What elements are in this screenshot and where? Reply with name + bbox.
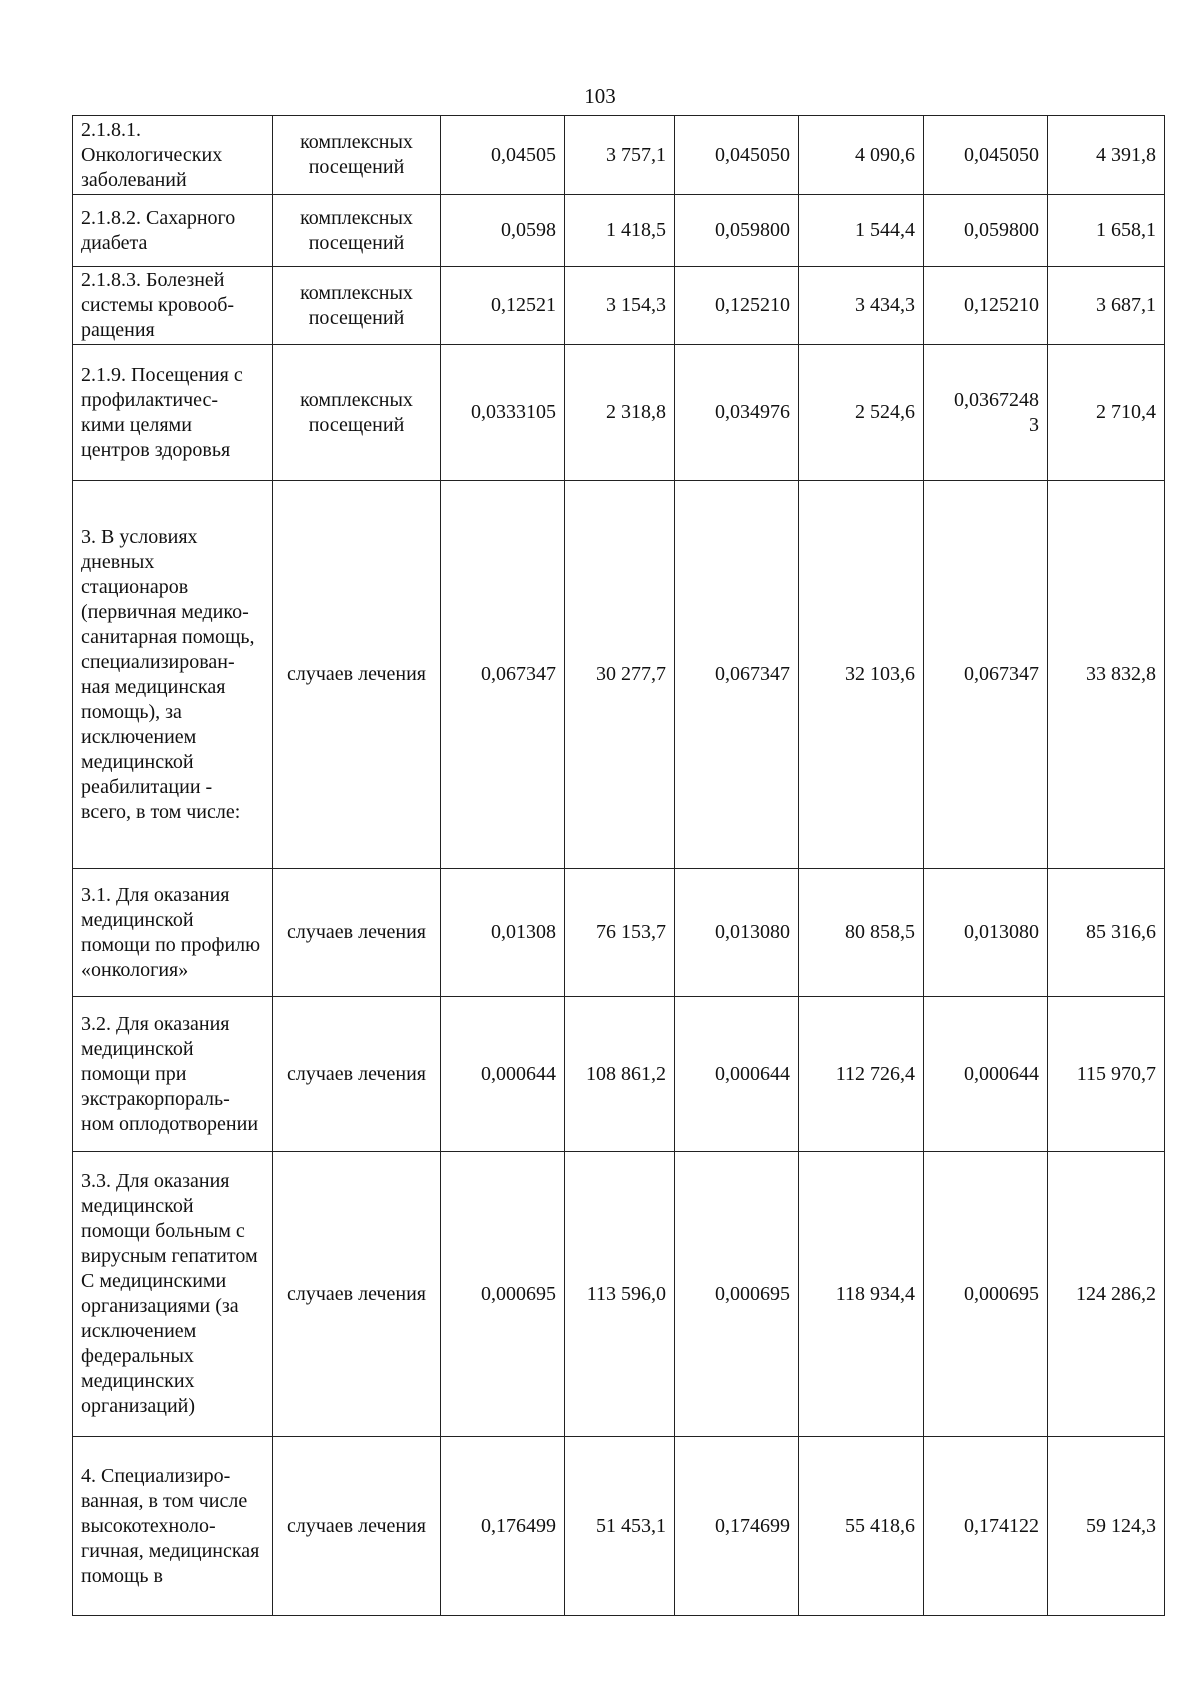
value-cell: 0,067347 — [441, 481, 565, 869]
value-cell: 76 153,7 — [565, 869, 675, 997]
table-row — [73, 1152, 1165, 1437]
value-cell: 0,12521 — [441, 267, 565, 345]
unit-cell: случаев лечения — [273, 869, 441, 997]
row-name-cell: 3. В условиях дневных стационаров (первичная медико- санитарная помощь, специализирован- ная медицинская помощь), за исключением медицинской реабилитации - всего, в том числе: — [73, 481, 273, 869]
row-name-cell: 2.1.8.2. Сахарного диабета — [73, 195, 273, 267]
value-cell: 33 832,8 — [1048, 481, 1165, 869]
value-cell: 115 970,7 — [1048, 997, 1165, 1152]
row-name-cell: 2.1.8.3. Болезней системы кровооб- ращения — [73, 267, 273, 345]
value-cell: 0,125210 — [924, 267, 1048, 345]
value-cell: 0,000644 — [441, 997, 565, 1152]
value-cell: 108 861,2 — [565, 997, 675, 1152]
row-name-cell: 3.1. Для оказания медицинской помощи по профилю «онкология» — [73, 869, 273, 997]
value-cell: 55 418,6 — [799, 1437, 924, 1616]
value-cell: 0,013080 — [924, 869, 1048, 997]
table-row — [73, 267, 1165, 345]
value-cell: 118 934,4 — [799, 1152, 924, 1437]
value-cell: 0,000695 — [924, 1152, 1048, 1437]
unit-cell: случаев лечения — [273, 997, 441, 1152]
table-row — [73, 869, 1165, 997]
value-cell: 0,067347 — [924, 481, 1048, 869]
value-cell: 80 858,5 — [799, 869, 924, 997]
row-name-cell: 2.1.9. Посещения с профилактичес- кими целями центров здоровья — [73, 345, 273, 481]
value-cell: 2 524,6 — [799, 345, 924, 481]
unit-cell: комплексных посещений — [273, 345, 441, 481]
value-cell: 0,125210 — [675, 267, 799, 345]
value-cell: 0,174122 — [924, 1437, 1048, 1616]
unit-cell: случаев лечения — [273, 481, 441, 869]
value-cell: 0,0367248 3 — [924, 345, 1048, 481]
value-cell: 32 103,6 — [799, 481, 924, 869]
table-row — [73, 1437, 1165, 1616]
value-cell: 0,045050 — [675, 116, 799, 195]
page-number: 103 — [584, 84, 616, 108]
row-name-cell: 3.2. Для оказания медицинской помощи при экстракорпораль- ном оплодотворении — [73, 997, 273, 1152]
value-cell: 3 757,1 — [565, 116, 675, 195]
value-cell: 0,000695 — [675, 1152, 799, 1437]
row-name-cell: 2.1.8.1. Онкологических заболеваний — [73, 116, 273, 195]
value-cell: 2 710,4 — [1048, 345, 1165, 481]
unit-cell: комплексных посещений — [273, 116, 441, 195]
value-cell: 4 090,6 — [799, 116, 924, 195]
table-row — [73, 997, 1165, 1152]
value-cell: 0,174699 — [675, 1437, 799, 1616]
value-cell: 0,067347 — [675, 481, 799, 869]
unit-cell: комплексных посещений — [273, 267, 441, 345]
value-cell: 1 658,1 — [1048, 195, 1165, 267]
value-cell: 0,013080 — [675, 869, 799, 997]
value-cell: 3 687,1 — [1048, 267, 1165, 345]
value-cell: 0,059800 — [924, 195, 1048, 267]
value-cell: 0,000644 — [675, 997, 799, 1152]
table-row — [73, 116, 1165, 195]
data-table — [72, 115, 1165, 1616]
unit-cell: комплексных посещений — [273, 195, 441, 267]
table-row — [73, 195, 1165, 267]
table-row — [73, 345, 1165, 481]
value-cell: 1 418,5 — [565, 195, 675, 267]
value-cell: 3 434,3 — [799, 267, 924, 345]
table-row — [73, 481, 1165, 869]
value-cell: 4 391,8 — [1048, 116, 1165, 195]
value-cell: 0,01308 — [441, 869, 565, 997]
value-cell: 0,000644 — [924, 997, 1048, 1152]
value-cell: 0,045050 — [924, 116, 1048, 195]
value-cell: 59 124,3 — [1048, 1437, 1165, 1616]
row-name-cell: 4. Специализиро- ванная, в том числе высокотехноло- гичная, медицинская помощь в — [73, 1437, 273, 1616]
value-cell: 0,0598 — [441, 195, 565, 267]
value-cell: 3 154,3 — [565, 267, 675, 345]
value-cell: 51 453,1 — [565, 1437, 675, 1616]
value-cell: 1 544,4 — [799, 195, 924, 267]
value-cell: 112 726,4 — [799, 997, 924, 1152]
value-cell: 124 286,2 — [1048, 1152, 1165, 1437]
unit-cell: случаев лечения — [273, 1437, 441, 1616]
row-name-cell: 3.3. Для оказания медицинской помощи больным с вирусным гепатитом С медицинскими организациями (за исключением федеральных медицинских организаций) — [73, 1152, 273, 1437]
value-cell: 0,000695 — [441, 1152, 565, 1437]
value-cell: 0,04505 — [441, 116, 565, 195]
value-cell: 85 316,6 — [1048, 869, 1165, 997]
unit-cell: случаев лечения — [273, 1152, 441, 1437]
value-cell: 2 318,8 — [565, 345, 675, 481]
value-cell: 0,034976 — [675, 345, 799, 481]
value-cell: 30 277,7 — [565, 481, 675, 869]
value-cell: 0,059800 — [675, 195, 799, 267]
value-cell: 113 596,0 — [565, 1152, 675, 1437]
value-cell: 0,0333105 — [441, 345, 565, 481]
value-cell: 0,176499 — [441, 1437, 565, 1616]
